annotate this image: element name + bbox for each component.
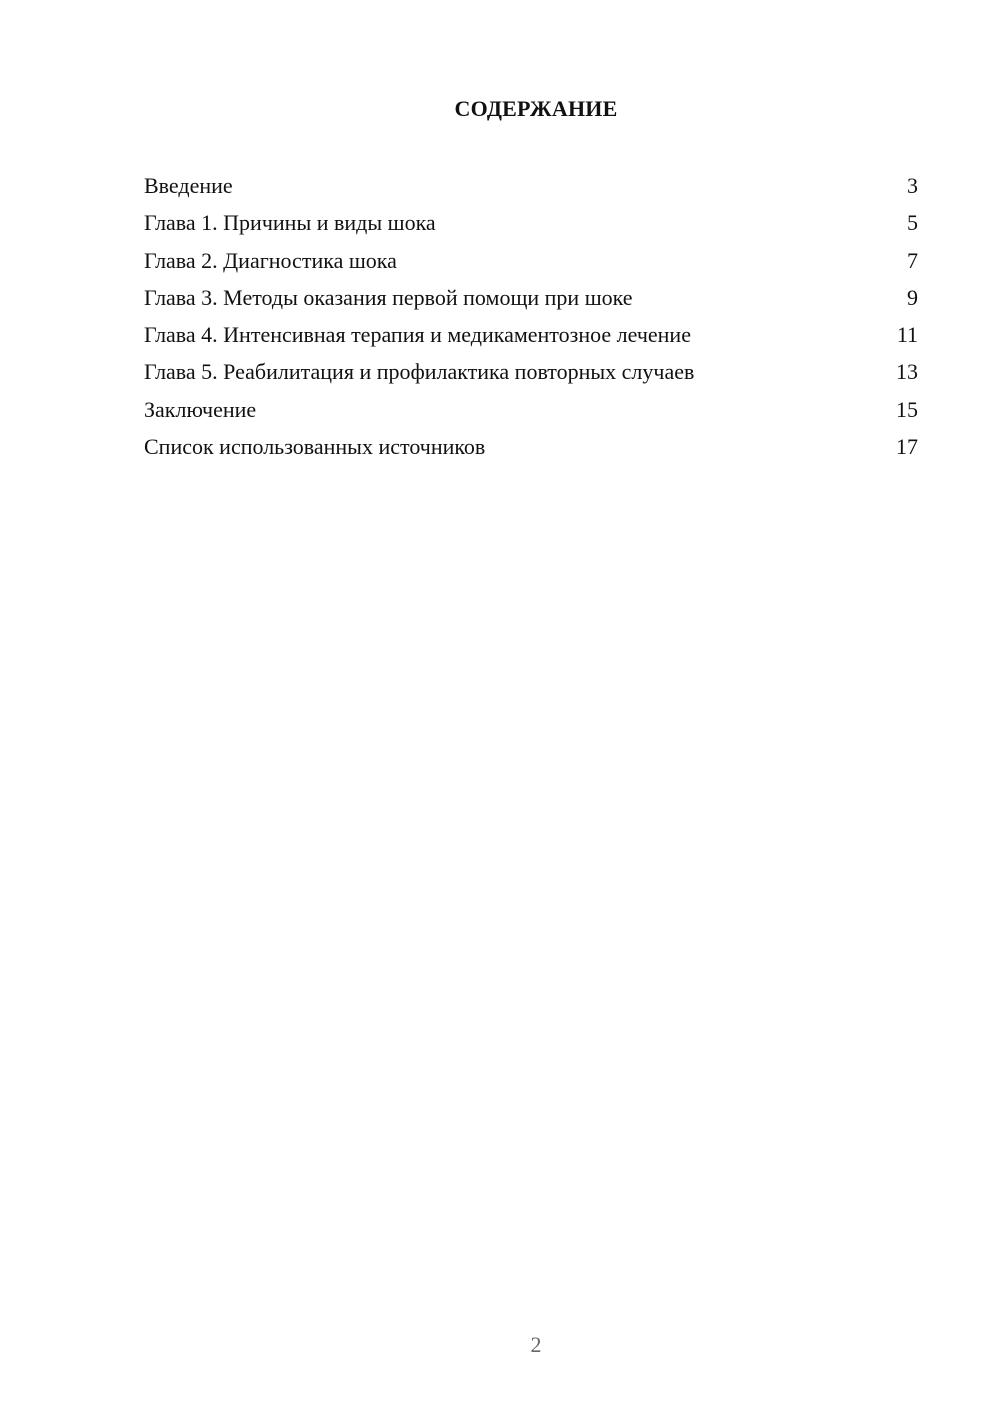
toc-entry-conclusion (144, 391, 918, 428)
toc-entry-chapter-1 (144, 204, 918, 241)
toc-entry-chapter-3 (144, 279, 918, 316)
toc-entry-page: 17 (896, 434, 918, 460)
page-title: СОДЕРЖАНИЕ (454, 96, 618, 121)
toc-entry-page: 11 (896, 322, 918, 348)
toc-entry-page: 5 (907, 210, 918, 236)
toc-entry-label: Глава 3. Методы оказания первой помощи при шоке (144, 284, 633, 310)
toc-entry-label: Введение (144, 173, 233, 198)
table-of-contents (144, 167, 918, 465)
toc-entry-label: Глава 4. Интенсивная терапия и медикаментозное лечение (144, 322, 691, 348)
toc-entry-page: 7 (907, 247, 918, 273)
toc-entry-label: Глава 5. Реабилитация и профилактика повторных случаев (144, 359, 695, 385)
toc-entry-label: Список использованных источников (144, 434, 486, 460)
toc-entry-chapter-2 (144, 242, 918, 279)
toc-entry-page: 13 (896, 359, 918, 385)
toc-entry-page: 9 (907, 284, 918, 310)
toc-entry-page: 15 (896, 396, 918, 422)
toc-entry-chapter-5 (144, 353, 918, 390)
toc-entry-label: Заключение (144, 396, 257, 422)
toc-entry-introduction (144, 167, 918, 204)
toc-entry-chapter-4 (144, 316, 918, 353)
toc-entry-label: Глава 1. Причины и виды шока (144, 210, 436, 236)
toc-entry-references (144, 428, 918, 465)
page-number: 2 (530, 1332, 542, 1357)
toc-entry-label: Глава 2. Диагностика шока (144, 247, 397, 273)
toc-entry-page: 3 (907, 173, 918, 198)
